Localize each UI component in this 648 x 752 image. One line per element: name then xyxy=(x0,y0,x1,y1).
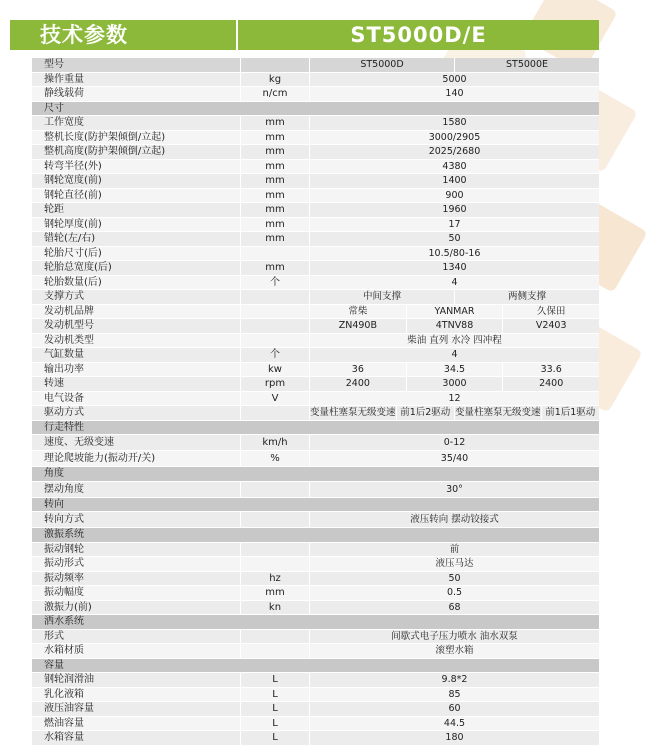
value-cell: 1340 xyxy=(442,262,467,273)
row-unit xyxy=(240,406,310,420)
value-cell: 85 xyxy=(448,688,461,700)
value-cell: 前1后2驱动 xyxy=(396,406,454,420)
value-cell: 3000 xyxy=(406,377,503,391)
row-label: 工作宽度 xyxy=(44,117,84,128)
row-values xyxy=(310,87,599,101)
spec-row xyxy=(32,363,599,378)
row-unit xyxy=(240,630,310,644)
row-unit: 个 xyxy=(240,348,310,362)
value-cell: 1960 xyxy=(442,204,467,215)
row-label: 速度、无级变速 xyxy=(44,437,114,448)
row-unit: L xyxy=(240,731,310,745)
row-unit: n/cm xyxy=(240,87,310,101)
value-cell: 3000/2905 xyxy=(428,131,481,143)
spec-row xyxy=(32,218,599,233)
section-row xyxy=(32,659,599,674)
row-label: 振动频率 xyxy=(44,572,84,584)
value-cell: 140 xyxy=(445,88,464,99)
spec-row xyxy=(32,131,599,146)
row-unit: mm xyxy=(240,232,310,246)
spec-row xyxy=(32,557,599,572)
row-unit: km/h xyxy=(240,435,310,450)
row-values xyxy=(310,189,599,203)
value-cell: 液压马达 xyxy=(435,558,474,569)
spec-row xyxy=(32,145,599,160)
row-label: 整机高度(防护架倾倒/立起) xyxy=(44,146,166,157)
row-values xyxy=(310,572,599,586)
row-label: 静线载荷 xyxy=(44,88,84,99)
row-values xyxy=(310,630,599,644)
value-cell: 60 xyxy=(448,703,461,714)
spec-row xyxy=(32,319,599,334)
row-values xyxy=(310,377,599,391)
row-label: 理论爬坡能力(振动开/关) xyxy=(44,453,156,464)
row-unit: % xyxy=(240,451,310,466)
value-cell: 变量柱塞泵无级变速 xyxy=(455,407,541,418)
row-values xyxy=(310,203,599,217)
spec-row xyxy=(32,73,599,88)
row-values xyxy=(310,363,599,377)
spec-row xyxy=(32,644,599,659)
row-values xyxy=(310,451,599,466)
value-cell: 液压转向 摆动铰接式 xyxy=(410,514,499,525)
row-unit: kg xyxy=(240,73,310,87)
value-cell: 2400 xyxy=(345,378,370,389)
row-label: 乳化液箱 xyxy=(44,688,84,700)
row-values xyxy=(310,688,599,702)
value-cell: 前 xyxy=(449,543,460,555)
row-unit: mm xyxy=(240,261,310,275)
row-values xyxy=(310,276,599,290)
row-label: 液压油容量 xyxy=(44,703,94,714)
row-unit: mm xyxy=(240,174,310,188)
row-values xyxy=(310,261,599,275)
value-cell: 36 xyxy=(351,363,364,375)
value-cell: 35/40 xyxy=(440,453,469,464)
value-cell: 44.5 xyxy=(443,717,466,729)
value-cell: 34.5 xyxy=(406,363,503,377)
row-label: 水箱容量 xyxy=(44,732,84,743)
row-label: 行走特性 xyxy=(44,421,84,433)
spec-row xyxy=(32,572,599,587)
section-row xyxy=(32,615,599,630)
value-cell: 10.5/80-16 xyxy=(428,247,481,259)
row-values xyxy=(310,131,599,145)
row-label: 轮胎尺寸(后) xyxy=(44,247,102,259)
row-label: 整机长度(防护架倾倒/立起) xyxy=(44,131,166,143)
value-cell: 17 xyxy=(448,218,461,230)
value-cell: 久保田 xyxy=(502,305,599,319)
row-values xyxy=(310,435,599,450)
row-values xyxy=(310,348,599,362)
row-label: 形式 xyxy=(44,630,64,642)
value-cell: 1400 xyxy=(442,175,467,186)
value-cell: ST5000E xyxy=(454,58,599,72)
value-cell: 50 xyxy=(448,233,461,244)
row-values xyxy=(310,601,599,615)
row-label: 轮胎数量(后) xyxy=(44,276,102,288)
value-cell: 30° xyxy=(446,483,463,495)
row-unit xyxy=(240,334,310,348)
value-cell: 滚塑水箱 xyxy=(435,645,474,656)
row-unit xyxy=(240,247,310,261)
value-cell: YANMAR xyxy=(406,305,503,319)
spec-row xyxy=(32,305,599,320)
row-values xyxy=(310,58,599,72)
row-values xyxy=(310,160,599,174)
spec-row xyxy=(32,688,599,703)
row-unit: L xyxy=(240,673,310,687)
row-unit: hz xyxy=(240,572,310,586)
value-cell: 180 xyxy=(445,732,464,743)
row-unit: L xyxy=(240,717,310,731)
value-cell: V2403 xyxy=(502,319,599,333)
row-label: 发动机品牌 xyxy=(44,305,94,317)
row-values xyxy=(310,232,599,246)
value-cell: 4 xyxy=(451,276,458,288)
spec-row xyxy=(32,543,599,558)
row-label: 转速 xyxy=(44,378,64,389)
section-row xyxy=(32,498,599,513)
row-label: 摆动角度 xyxy=(44,483,84,495)
value-cell: 9.8*2 xyxy=(441,674,468,685)
row-label: 支撑方式 xyxy=(44,291,84,302)
spec-row xyxy=(32,673,599,688)
row-unit: L xyxy=(240,702,310,716)
value-cell: 2025/2680 xyxy=(428,146,481,157)
value-cell: 柴油 直列 水冷 四冲程 xyxy=(407,334,502,346)
row-values xyxy=(310,116,599,130)
row-values xyxy=(310,334,599,348)
spec-row xyxy=(32,717,599,732)
value-cell: 前1后1驱动 xyxy=(541,406,599,420)
row-label: 振动形式 xyxy=(44,558,84,569)
model-title: ST5000D/E xyxy=(350,23,487,47)
spec-row xyxy=(32,174,599,189)
spec-row xyxy=(32,586,599,601)
row-values xyxy=(310,305,599,319)
row-label: 钢轮厚度(前) xyxy=(44,218,102,230)
row-label: 转向方式 xyxy=(44,514,84,525)
row-unit: V xyxy=(240,392,310,406)
value-cell: 900 xyxy=(445,189,464,201)
value-cell: 常柴 xyxy=(348,305,368,317)
row-label: 错轮(左/右) xyxy=(44,233,96,244)
row-unit xyxy=(240,305,310,319)
spec-row xyxy=(32,87,599,102)
row-label: 电气设备 xyxy=(44,392,84,404)
spec-row xyxy=(32,290,599,305)
spec-row xyxy=(32,392,599,407)
value-cell: 间歇式电子压力喷水 油水双泵 xyxy=(391,630,518,642)
row-label: 型号 xyxy=(44,59,64,70)
section-title: 技术参数 xyxy=(40,23,128,47)
row-label: 燃油容量 xyxy=(44,717,84,729)
row-label: 角度 xyxy=(44,468,64,479)
row-label: 钢轮润滑油 xyxy=(44,674,94,685)
row-unit xyxy=(240,557,310,571)
value-cell: 50 xyxy=(448,572,461,584)
spec-row xyxy=(32,512,599,528)
row-values xyxy=(310,557,599,571)
row-values xyxy=(310,586,599,600)
spec-row xyxy=(32,203,599,218)
spec-row xyxy=(32,189,599,204)
row-values xyxy=(310,406,599,420)
value-cell: 0-12 xyxy=(443,437,466,448)
row-values xyxy=(310,644,599,658)
row-label: 激振力(前) xyxy=(44,601,92,613)
value-cell: 1580 xyxy=(442,117,467,128)
row-unit: L xyxy=(240,688,310,702)
value-cell: ZN490B xyxy=(338,320,377,331)
row-values xyxy=(310,673,599,687)
row-unit xyxy=(240,512,310,527)
row-label: 振动幅度 xyxy=(44,587,84,598)
row-unit: mm xyxy=(240,116,310,130)
row-unit: mm xyxy=(240,189,310,203)
row-unit: mm xyxy=(240,203,310,217)
row-unit: rpm xyxy=(240,377,310,391)
row-unit: mm xyxy=(240,160,310,174)
row-unit: mm xyxy=(240,218,310,232)
row-label: 发动机型号 xyxy=(44,320,94,331)
row-unit xyxy=(240,644,310,658)
value-cell: 2400 xyxy=(502,377,599,391)
row-values xyxy=(310,717,599,731)
spec-header-bar xyxy=(10,20,599,50)
spec-table xyxy=(32,58,599,746)
row-unit: kn xyxy=(240,601,310,615)
row-label: 激振系统 xyxy=(44,529,84,540)
row-unit xyxy=(240,290,310,304)
section-row xyxy=(32,102,599,117)
row-label: 容量 xyxy=(44,659,64,671)
spec-row xyxy=(32,482,599,498)
spec-row xyxy=(32,232,599,247)
row-label: 发动机类型 xyxy=(44,334,94,346)
row-unit xyxy=(240,543,310,557)
row-unit: mm xyxy=(240,586,310,600)
value-cell: 68 xyxy=(448,601,461,613)
row-values xyxy=(310,290,599,304)
row-label: 输出功率 xyxy=(44,363,84,375)
spec-row xyxy=(32,702,599,717)
row-label: 操作重量 xyxy=(44,73,84,85)
row-label: 轮距 xyxy=(44,204,64,215)
row-values xyxy=(310,218,599,232)
row-label: 转向 xyxy=(44,498,64,510)
spec-row xyxy=(32,348,599,363)
value-cell: 中间支撑 xyxy=(362,291,401,302)
value-cell: 两侧支撑 xyxy=(454,290,599,304)
row-values xyxy=(310,512,599,527)
row-label: 轮胎总宽度(后) xyxy=(44,262,112,273)
spec-row xyxy=(32,276,599,291)
row-values xyxy=(310,145,599,159)
spec-row xyxy=(32,116,599,131)
spec-row xyxy=(32,160,599,175)
row-label: 钢轮直径(前) xyxy=(44,189,102,201)
row-values xyxy=(310,247,599,261)
section-row xyxy=(32,421,599,436)
row-values xyxy=(310,482,599,497)
row-unit: kw xyxy=(240,363,310,377)
row-values xyxy=(310,731,599,745)
row-values xyxy=(310,392,599,406)
row-label: 气缸数量 xyxy=(44,349,84,360)
column-header-row xyxy=(32,58,599,73)
row-label: 水箱材质 xyxy=(44,645,84,656)
spec-row xyxy=(32,731,599,746)
value-cell: 0.5 xyxy=(446,587,463,598)
spec-row xyxy=(32,435,599,451)
spec-row xyxy=(32,630,599,645)
value-cell: 33.6 xyxy=(502,363,599,377)
row-values xyxy=(310,174,599,188)
row-values xyxy=(310,319,599,333)
spec-row xyxy=(32,451,599,467)
spec-row xyxy=(32,247,599,262)
value-cell: 12 xyxy=(448,392,461,404)
row-unit: mm xyxy=(240,145,310,159)
value-cell: ST5000D xyxy=(360,59,404,70)
row-label: 钢轮宽度(前) xyxy=(44,175,102,186)
row-label: 洒水系统 xyxy=(44,616,84,627)
spec-row xyxy=(32,601,599,616)
value-cell: 4TNV88 xyxy=(406,319,503,333)
row-values xyxy=(310,702,599,716)
section-row xyxy=(32,528,599,543)
spec-row xyxy=(32,334,599,349)
spec-row xyxy=(32,377,599,392)
spec-row xyxy=(32,406,599,421)
row-unit xyxy=(240,58,310,72)
row-label: 转弯半径(外) xyxy=(44,160,102,172)
section-row xyxy=(32,467,599,482)
row-label: 尺寸 xyxy=(44,102,64,114)
row-unit xyxy=(240,482,310,497)
value-cell: 4380 xyxy=(442,160,467,172)
row-unit: 个 xyxy=(240,276,310,290)
value-cell: 变量柱塞泵无级变速 xyxy=(310,407,396,418)
spec-row xyxy=(32,261,599,276)
row-label: 振动钢轮 xyxy=(44,543,84,555)
row-values xyxy=(310,543,599,557)
value-cell: 4 xyxy=(451,349,458,360)
row-label: 驱动方式 xyxy=(44,407,84,418)
row-values xyxy=(310,73,599,87)
row-unit xyxy=(240,319,310,333)
value-cell: 5000 xyxy=(442,73,467,85)
row-unit: mm xyxy=(240,131,310,145)
